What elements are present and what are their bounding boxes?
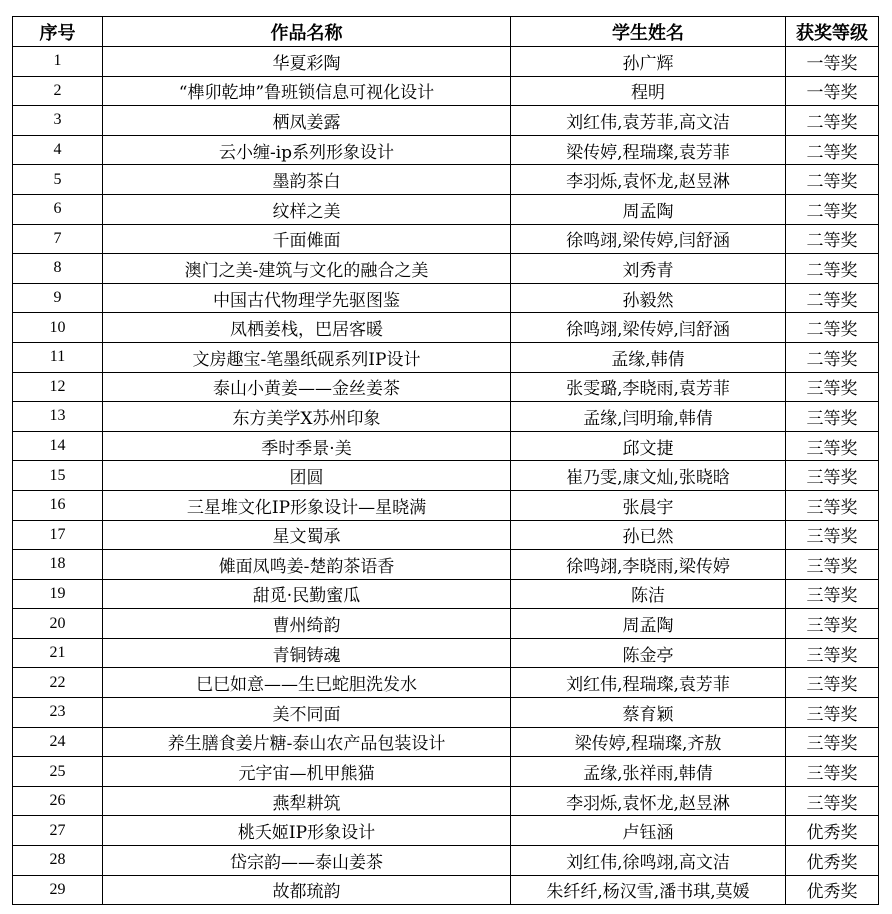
cell-award-level: 二等奖 — [786, 194, 879, 224]
cell-award-level: 二等奖 — [786, 135, 879, 165]
cell-work-title: 栖凤姜露 — [103, 106, 511, 136]
cell-index: 15 — [13, 461, 103, 491]
table-row — [13, 550, 879, 580]
cell-award-level: 三等奖 — [786, 431, 879, 461]
cell-award-level: 三等奖 — [786, 402, 879, 432]
table-row — [13, 224, 879, 254]
cell-award-level: 优秀奖 — [786, 875, 879, 905]
cell-award-level: 优秀奖 — [786, 816, 879, 846]
cell-student-names: 孙广辉 — [511, 47, 786, 77]
header-student-names: 学生姓名 — [511, 17, 786, 47]
cell-award-level: 三等奖 — [786, 461, 879, 491]
cell-award-level: 二等奖 — [786, 342, 879, 372]
cell-student-names: 李羽烁,袁怀龙,赵昱淋 — [511, 786, 786, 816]
cell-award-level: 三等奖 — [786, 609, 879, 639]
cell-student-names: 陈金亭 — [511, 638, 786, 668]
cell-index: 19 — [13, 579, 103, 609]
cell-award-level: 三等奖 — [786, 638, 879, 668]
cell-student-names: 徐鸣翊,梁传婷,闫舒涵 — [511, 313, 786, 343]
table-row — [13, 727, 879, 757]
cell-student-names: 梁传婷,程瑞璨,齐敖 — [511, 727, 786, 757]
cell-award-level: 三等奖 — [786, 727, 879, 757]
cell-index: 20 — [13, 609, 103, 639]
cell-index: 29 — [13, 875, 103, 905]
cell-work-title: 团圆 — [103, 461, 511, 491]
cell-student-names: 孟缘,闫明瑜,韩倩 — [511, 402, 786, 432]
cell-work-title: 元宇宙—机甲熊猫 — [103, 757, 511, 787]
cell-work-title: 泰山小黄姜——金丝姜茶 — [103, 372, 511, 402]
cell-index: 3 — [13, 106, 103, 136]
cell-student-names: 张晨宇 — [511, 490, 786, 520]
cell-work-title: 三星堆文化IP形象设计—星晓满 — [103, 490, 511, 520]
cell-index: 27 — [13, 816, 103, 846]
cell-student-names: 孟缘,韩倩 — [511, 342, 786, 372]
cell-index: 24 — [13, 727, 103, 757]
table-row — [13, 698, 879, 728]
cell-student-names: 刘秀青 — [511, 254, 786, 284]
table-body — [13, 47, 879, 905]
table-row — [13, 254, 879, 284]
cell-index: 9 — [13, 283, 103, 313]
cell-award-level: 二等奖 — [786, 224, 879, 254]
cell-award-level: 二等奖 — [786, 283, 879, 313]
table-row — [13, 402, 879, 432]
cell-index: 11 — [13, 342, 103, 372]
table-row — [13, 76, 879, 106]
table-row — [13, 875, 879, 905]
cell-student-names: 孙已然 — [511, 520, 786, 550]
cell-award-level: 一等奖 — [786, 47, 879, 77]
table-row — [13, 579, 879, 609]
cell-index: 4 — [13, 135, 103, 165]
table-row — [13, 786, 879, 816]
cell-work-title: 凤栖姜栈，巴居客暖 — [103, 313, 511, 343]
cell-award-level: 三等奖 — [786, 698, 879, 728]
table-row — [13, 461, 879, 491]
award-table — [12, 16, 879, 905]
cell-work-title: 甜觅·民勤蜜瓜 — [103, 579, 511, 609]
cell-student-names: 崔乃雯,康文灿,张晓晗 — [511, 461, 786, 491]
cell-index: 2 — [13, 76, 103, 106]
cell-work-title: 燕犁耕筑 — [103, 786, 511, 816]
cell-index: 7 — [13, 224, 103, 254]
cell-student-names: 周孟陶 — [511, 194, 786, 224]
table-row — [13, 372, 879, 402]
cell-work-title: 文房趣宝-笔墨纸砚系列IP设计 — [103, 342, 511, 372]
cell-work-title: 云小缠-ip系列形象设计 — [103, 135, 511, 165]
cell-work-title: 养生膳食姜片糖-泰山农产品包装设计 — [103, 727, 511, 757]
cell-student-names: 卢钰涵 — [511, 816, 786, 846]
cell-index: 13 — [13, 402, 103, 432]
header-index: 序号 — [13, 17, 103, 47]
cell-work-title: 华夏彩陶 — [103, 47, 511, 77]
cell-award-level: 三等奖 — [786, 786, 879, 816]
cell-student-names: 邱文捷 — [511, 431, 786, 461]
cell-student-names: 刘红伟,程瑞璨,袁芳菲 — [511, 668, 786, 698]
cell-index: 5 — [13, 165, 103, 195]
cell-award-level: 二等奖 — [786, 313, 879, 343]
table-row — [13, 638, 879, 668]
cell-award-level: 三等奖 — [786, 550, 879, 580]
table-row — [13, 313, 879, 343]
cell-index: 16 — [13, 490, 103, 520]
table-row — [13, 846, 879, 876]
cell-award-level: 一等奖 — [786, 76, 879, 106]
cell-index: 14 — [13, 431, 103, 461]
cell-student-names: 陈洁 — [511, 579, 786, 609]
table-row — [13, 609, 879, 639]
table-header-row — [13, 17, 879, 47]
cell-work-title: 纹样之美 — [103, 194, 511, 224]
cell-index: 23 — [13, 698, 103, 728]
cell-student-names: 朱纤纤,杨汉雪,潘书琪,莫媛 — [511, 875, 786, 905]
cell-student-names: 徐鸣翊,李晓雨,梁传婷 — [511, 550, 786, 580]
cell-student-names: 刘红伟,袁芳菲,高文洁 — [511, 106, 786, 136]
cell-award-level: 三等奖 — [786, 520, 879, 550]
table-row — [13, 283, 879, 313]
cell-student-names: 刘红伟,徐鸣翊,高文洁 — [511, 846, 786, 876]
table-row — [13, 165, 879, 195]
table-row — [13, 816, 879, 846]
table-row — [13, 757, 879, 787]
cell-work-title: 青铜铸魂 — [103, 638, 511, 668]
cell-student-names: 孟缘,张祥雨,韩倩 — [511, 757, 786, 787]
cell-index: 18 — [13, 550, 103, 580]
cell-student-names: 周孟陶 — [511, 609, 786, 639]
cell-student-names: 孙毅然 — [511, 283, 786, 313]
cell-work-title: 东方美学X苏州印象 — [103, 402, 511, 432]
cell-award-level: 二等奖 — [786, 165, 879, 195]
cell-award-level: 三等奖 — [786, 490, 879, 520]
cell-work-title: 墨韵茶白 — [103, 165, 511, 195]
cell-index: 22 — [13, 668, 103, 698]
table-row — [13, 431, 879, 461]
table-row — [13, 47, 879, 77]
table-row — [13, 106, 879, 136]
cell-index: 6 — [13, 194, 103, 224]
cell-index: 17 — [13, 520, 103, 550]
cell-award-level: 三等奖 — [786, 668, 879, 698]
award-table-container — [12, 16, 879, 905]
table-row — [13, 668, 879, 698]
cell-student-names: 张雯璐,李晓雨,袁芳菲 — [511, 372, 786, 402]
header-award-level: 获奖等级 — [786, 17, 879, 47]
cell-work-title: 澳门之美-建筑与文化的融合之美 — [103, 254, 511, 284]
cell-student-names: 蔡育颖 — [511, 698, 786, 728]
cell-index: 25 — [13, 757, 103, 787]
cell-index: 10 — [13, 313, 103, 343]
cell-work-title: 星文蜀承 — [103, 520, 511, 550]
cell-work-title: 中国古代物理学先驱图鉴 — [103, 283, 511, 313]
cell-award-level: 二等奖 — [786, 254, 879, 284]
cell-work-title: 岱宗韵——泰山姜茶 — [103, 846, 511, 876]
cell-award-level: 三等奖 — [786, 757, 879, 787]
header-work-title: 作品名称 — [103, 17, 511, 47]
cell-work-title: 巳巳如意——生巳蛇胆洗发水 — [103, 668, 511, 698]
table-row — [13, 135, 879, 165]
cell-index: 21 — [13, 638, 103, 668]
cell-work-title: 美不同面 — [103, 698, 511, 728]
cell-work-title: 桃夭姬IP形象设计 — [103, 816, 511, 846]
cell-award-level: 优秀奖 — [786, 846, 879, 876]
table-row — [13, 342, 879, 372]
cell-work-title: 千面傩面 — [103, 224, 511, 254]
cell-student-names: 程明 — [511, 76, 786, 106]
cell-work-title: “榫卯乾坤”鲁班锁信息可视化设计 — [103, 76, 511, 106]
cell-student-names: 梁传婷,程瑞璨,袁芳菲 — [511, 135, 786, 165]
cell-award-level: 三等奖 — [786, 372, 879, 402]
table-row — [13, 490, 879, 520]
cell-index: 12 — [13, 372, 103, 402]
cell-work-title: 傩面凤鸣姜-楚韵茶语香 — [103, 550, 511, 580]
cell-index: 26 — [13, 786, 103, 816]
table-row — [13, 194, 879, 224]
cell-award-level: 二等奖 — [786, 106, 879, 136]
cell-award-level: 三等奖 — [786, 579, 879, 609]
table-row — [13, 520, 879, 550]
cell-work-title: 季时季景·美 — [103, 431, 511, 461]
cell-index: 28 — [13, 846, 103, 876]
cell-work-title: 曹州绮韵 — [103, 609, 511, 639]
cell-student-names: 李羽烁,袁怀龙,赵昱淋 — [511, 165, 786, 195]
cell-index: 8 — [13, 254, 103, 284]
cell-work-title: 故都琉韵 — [103, 875, 511, 905]
cell-student-names: 徐鸣翊,梁传婷,闫舒涵 — [511, 224, 786, 254]
cell-index: 1 — [13, 47, 103, 77]
